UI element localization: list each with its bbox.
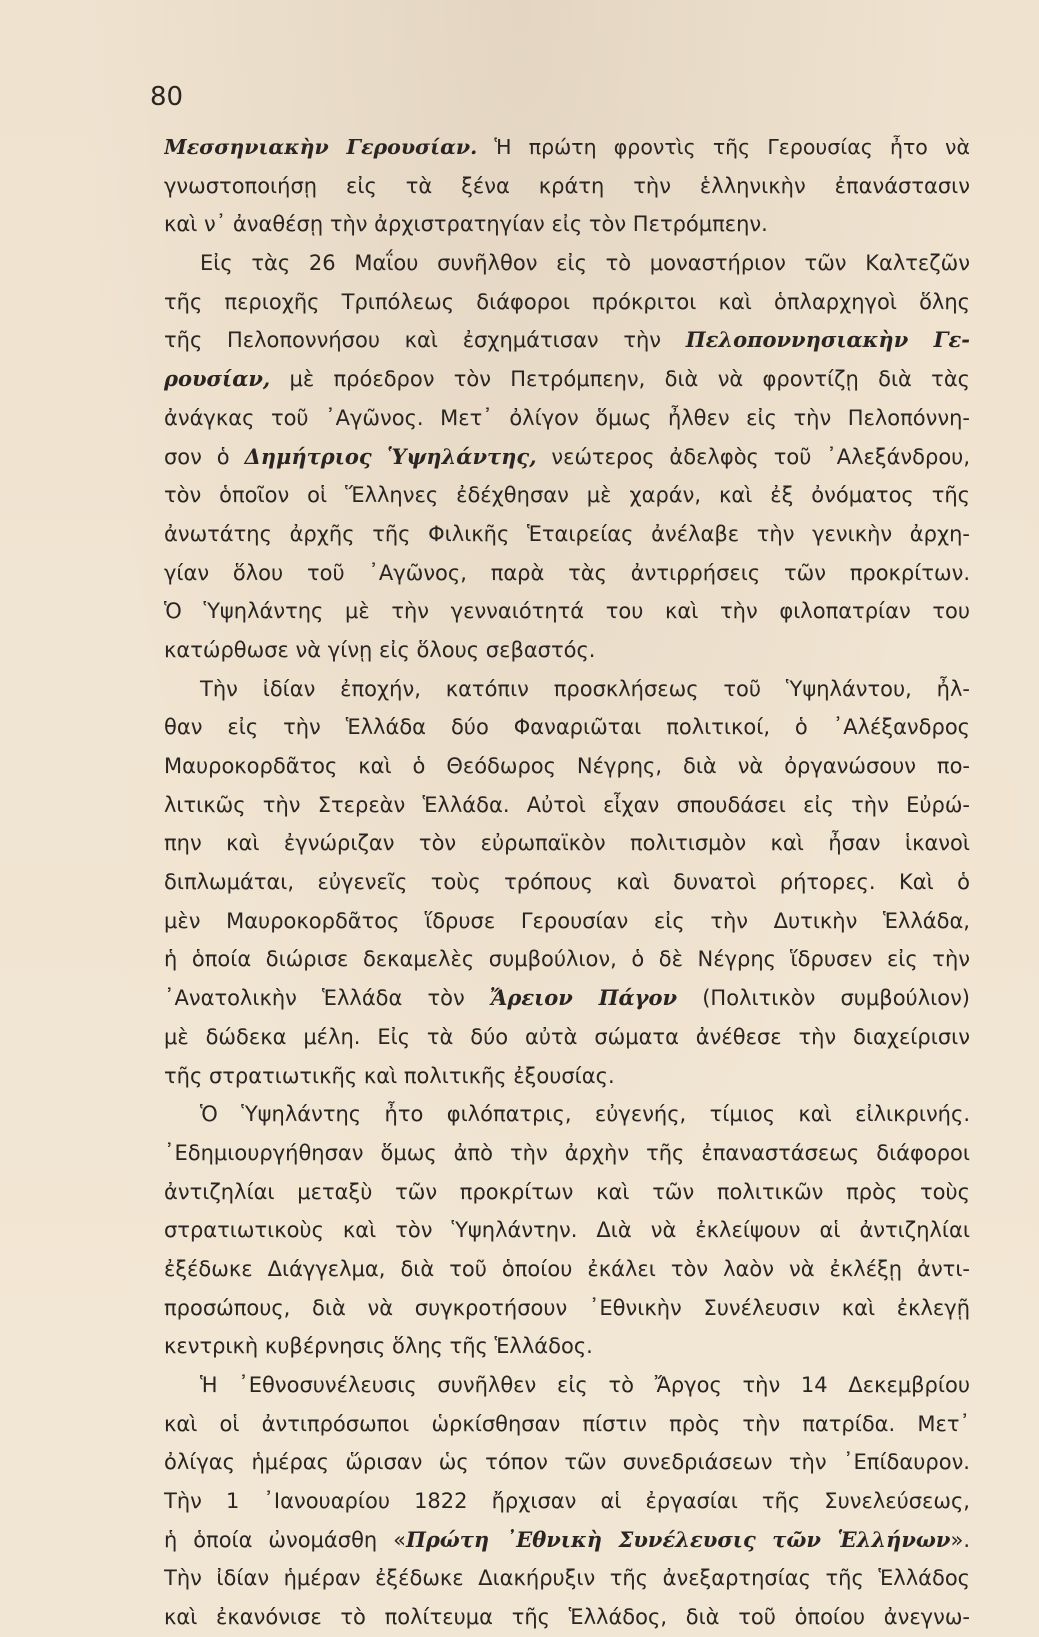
text-line: [164, 1559, 970, 1598]
text-segment: μὲ δώδεκα μέλη. Εἰς τὰ δύο αὐτὰ σώματα ἀνέθεσε τὴν διαχείρισιν: [164, 1024, 970, 1049]
emphasized-text: Δημήτριος Ὑψηλάντης,: [244, 443, 537, 469]
text-line: [164, 863, 970, 902]
text-line: [164, 128, 970, 167]
emphasized-text: Μεσσηνιακὴν Γερουσίαν.: [164, 135, 478, 159]
text-line: [164, 1211, 970, 1250]
text-line: [164, 747, 970, 786]
text-segment: Τὴν 1 ᾽Ιανουαρίου 1822 ἤρχισαν αἱ ἐργασίαι τῆς Συνελεύσεως,: [164, 1489, 970, 1514]
text-line: [164, 321, 970, 360]
text-segment: Εἰς τὰς 26 Μαΐου συνῆλθον εἰς τὸ μοναστήριον τῶν Καλτεζῶν: [200, 251, 970, 276]
text-line: [164, 1521, 970, 1560]
text-line: [164, 1289, 970, 1328]
text-line: [164, 1598, 970, 1637]
text-line: [164, 476, 970, 515]
text-segment: Τὴν ἰδίαν ἡμέραν ἐξέδωκε Διακήρυξιν τῆς ἀνεξαρτησίας τῆς Ἑλλάδος: [164, 1566, 970, 1591]
text-segment: Ὁ Ὑψηλάντης μὲ τὴν γενναιότητά του καὶ τὴν φιλοπατρίαν του: [164, 599, 970, 624]
text-segment: διπλωμάται, εὐγενεῖς τοὺς τρόπους καὶ δυνατοὶ ρήτορες. Καὶ ὁ: [164, 870, 970, 895]
text-line: [164, 1250, 970, 1289]
text-segment: ἡ ὁποία ὠνομάσθη «: [164, 1527, 406, 1552]
text-line: [164, 1482, 970, 1521]
text-line: [164, 1366, 970, 1405]
text-line: [164, 1018, 970, 1057]
text-segment: ὀλίγας ἡμέρας ὥρισαν ὡς τόπον τῶν συνεδριάσεων τὴν ᾽Επίδαυρον.: [164, 1450, 970, 1475]
text-line: [164, 438, 970, 477]
text-line: [164, 244, 970, 283]
text-segment: καὶ ν᾽ ἀναθέσῃ τὴν ἀρχιστρατηγίαν εἰς τὸν Πετρόμπεην.: [164, 212, 768, 237]
text-segment: στρατιωτικοὺς καὶ τὸν Ὑψηλάντην. Διὰ νὰ ἐκλείψουν αἱ ἀντιζηλίαι: [164, 1218, 970, 1243]
text-segment: τὸν ὁποῖον οἱ Ἕλληνες ἐδέχθησαν μὲ χαράν, καὶ ἐξ ὀνόματος τῆς: [164, 483, 970, 508]
text-line: [164, 1134, 970, 1173]
text-segment: νεώτερος ἀδελφὸς τοῦ ᾽Αλεξάνδρου,: [536, 444, 970, 469]
text-segment: κεντρικὴ κυβέρνησις ὅλης τῆς Ἑλλάδος.: [164, 1334, 593, 1359]
text-line: [164, 554, 970, 593]
text-line: [164, 1173, 970, 1212]
text-segment: μὲ πρόεδρον τὸν Πετρόμπεην, διὰ νὰ φροντίζῃ διὰ τὰς: [270, 367, 970, 392]
text-line: [164, 1095, 970, 1134]
text-segment: Τὴν ἰδίαν ἐποχήν, κατόπιν προσκλήσεως τοῦ Ὑψηλάντου, ἦλ-: [200, 676, 970, 701]
text-segment: μὲν Μαυροκορδᾶτος ἵδρυσε Γερουσίαν εἰς τὴν Δυτικὴν Ἑλλάδα,: [164, 908, 970, 933]
text-line: [164, 670, 970, 709]
text-line: [164, 205, 970, 244]
text-segment: τῆς περιοχῆς Τριπόλεως διάφοροι πρόκριτοι καὶ ὁπλαρχηγοὶ ὅλης: [164, 289, 970, 314]
emphasized-text: Πρώτη ᾽Εθνικὴ Συνέλευσις τῶν Ἑλλήνων: [405, 1526, 951, 1552]
text-line: [164, 1405, 970, 1444]
text-segment: καὶ ἐκανόνισε τὸ πολίτευμα τῆς Ἑλλάδος, διὰ τοῦ ὁποίου ἀνεγνω-: [164, 1605, 970, 1630]
text-segment: τῆς Πελοποννήσου καὶ ἐσχημάτισαν τὴν: [164, 328, 686, 353]
text-line: [164, 979, 970, 1018]
text-segment: προσώπους, διὰ νὰ συγκροτήσουν ᾽Εθνικὴν Συνέλευσιν καὶ ἐκλεγῇ: [164, 1295, 970, 1320]
emphasized-text: Πελοποννησιακὴν Γε-: [685, 327, 970, 353]
text-line: [164, 1327, 970, 1366]
text-line: [164, 515, 970, 554]
text-line: [164, 940, 970, 979]
text-line: [164, 167, 970, 206]
text-segment: κατώρθωσε νὰ γίνῃ εἰς ὅλους σεβαστός.: [164, 637, 596, 662]
text-segment: (Πολιτικὸν συμβούλιον): [677, 986, 970, 1011]
text-line: [164, 1443, 970, 1482]
text-segment: ᾽Ανατολικὴν Ἑλλάδα τὸν: [164, 986, 490, 1011]
text-segment: ἀνάγκας τοῦ ᾽Αγῶνος. Μετ᾽ ὀλίγον ὅμως ἦλθεν εἰς τὴν Πελοπόννη-: [164, 405, 970, 430]
text-segment: Ἡ ᾽Εθνοσυνέλευσις συνῆλθεν εἰς τὸ Ἄργος τὴν 14 Δεκεμβρίου: [200, 1373, 970, 1397]
body-text: [164, 128, 970, 1637]
text-segment: ἐξέδωκε Διάγγελμα, διὰ τοῦ ὁποίου ἐκάλει τὸν λαὸν νὰ ἐκλέξῃ ἀντι-: [164, 1256, 970, 1281]
text-line: [164, 1057, 970, 1096]
text-segment: ἡ ὁποία διώρισε δεκαμελὲς συμβούλιον, ὁ δὲ Νέγρης ἵδρυσεν εἰς τὴν: [164, 947, 970, 972]
text-segment: ἀνωτάτης ἀρχῆς τῆς Φιλικῆς Ἑταιρείας ἀνέλαβε τὴν γενικὴν ἀρχη-: [164, 521, 970, 546]
text-segment: τῆς στρατιωτικῆς καὶ πολιτικῆς ἐξουσίας.: [164, 1063, 615, 1088]
text-segment: καὶ οἱ ἀντιπρόσωποι ὡρκίσθησαν πίστιν πρὸς τὴν πατρίδα. Μετ᾽: [164, 1411, 970, 1436]
text-segment: θαν εἰς τὴν Ἑλλάδα δύο Φαναριῶται πολιτικοί, ὁ ᾽Αλέξανδρος: [164, 715, 970, 740]
text-segment: πην καὶ ἐγνώριζαν τὸν εὐρωπαϊκὸν πολιτισμὸν καὶ ἦσαν ἱκανοὶ: [164, 831, 970, 856]
text-segment: ἀντιζηλίαι μεταξὺ τῶν προκρίτων καὶ τῶν πολιτικῶν πρὸς τοὺς: [164, 1179, 970, 1204]
text-segment: σον ὁ: [164, 444, 245, 469]
text-segment: γνωστοποιήσῃ εἰς τὰ ξένα κράτη τὴν ἑλληνικὴν ἐπανάστασιν: [164, 173, 970, 198]
page-number: 80: [150, 82, 184, 112]
text-segment: γίαν ὅλου τοῦ ᾽Αγῶνος, παρὰ τὰς ἀντιρρήσεις τῶν προκρίτων.: [164, 560, 970, 585]
text-segment: Μαυροκορδᾶτος καὶ ὁ Θεόδωρος Νέγρης, διὰ νὰ ὀργανώσουν πο-: [164, 754, 970, 778]
emphasized-text: Ἄρειον Πάγον: [489, 985, 678, 1011]
text-segment: Ὁ Ὑψηλάντης ἦτο φιλόπατρις, εὐγενής, τίμιος καὶ εἰλικρινής.: [200, 1102, 970, 1127]
text-segment: λιτικῶς τὴν Στερεὰν Ἑλλάδα. Αὐτοὶ εἶχαν σπουδάσει εἰς τὴν Εὐρώ-: [164, 792, 970, 817]
text-line: [164, 592, 970, 631]
text-segment: Ἡ πρώτη φροντὶς τῆς Γερουσίας ἦτο νὰ: [477, 135, 970, 159]
text-line: [164, 399, 970, 438]
text-line: [164, 283, 970, 322]
text-line: [164, 708, 970, 747]
text-segment: ᾽Εδημιουργήθησαν ὅμως ἀπὸ τὴν ἀρχὴν τῆς ἐπαναστάσεως διάφοροι: [164, 1140, 970, 1165]
text-line: [164, 824, 970, 863]
text-line: [164, 902, 970, 941]
emphasized-text: ρουσίαν,: [164, 366, 271, 392]
text-segment: ».: [950, 1527, 970, 1552]
text-line: [164, 631, 970, 670]
text-line: [164, 786, 970, 825]
text-line: [164, 360, 970, 399]
